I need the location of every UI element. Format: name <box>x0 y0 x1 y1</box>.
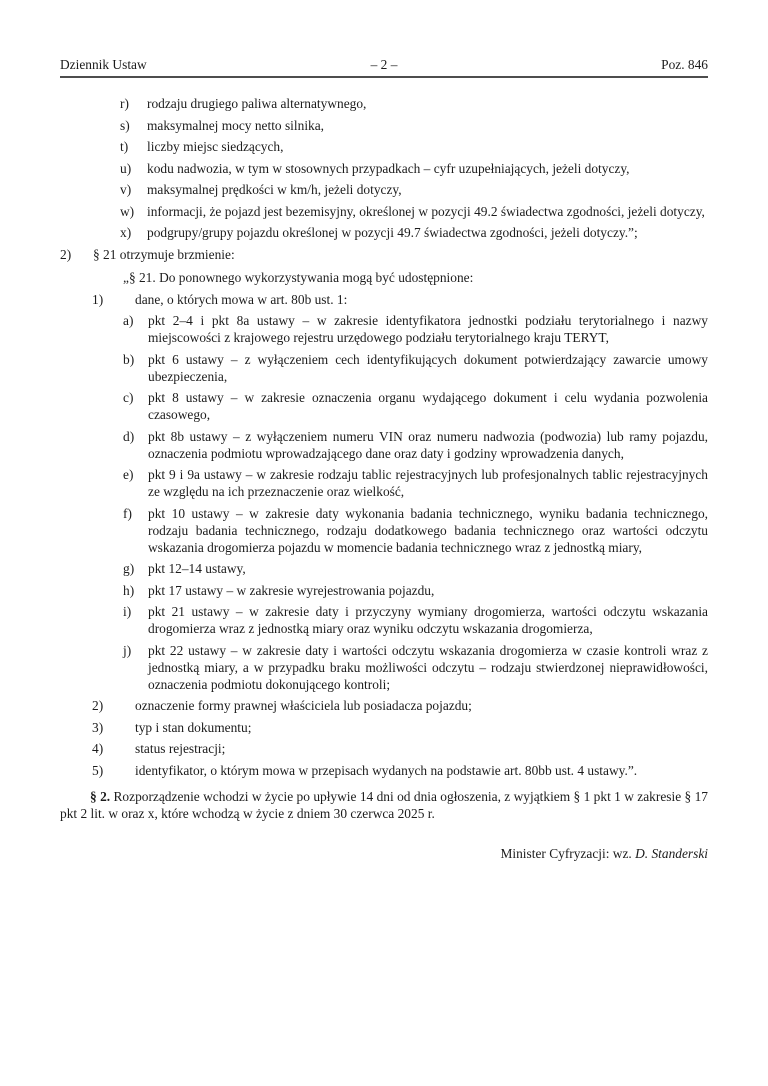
letter-sublist-item <box>123 351 708 385</box>
list-item <box>120 138 708 155</box>
header-journal-title: Dziennik Ustaw <box>60 57 147 72</box>
list-item-text: kodu nadwozia, w tym w stosownych przypadkach – cyfr uzupełniających, jeżeli dotyczy, <box>147 160 630 176</box>
numbered-point <box>60 762 708 779</box>
numbered-point-marker: 5) <box>92 762 104 778</box>
letter-sublist-text: pkt 6 ustawy – z wyłączeniem cech identyfikujących dokument potwierdzający zawarcie umowy ubezpieczenia, <box>148 351 708 384</box>
numbered-point-marker: 2) <box>92 698 104 713</box>
closing-paragraph <box>60 788 708 822</box>
document-body <box>60 95 708 862</box>
list-item-text: maksymalnej mocy netto silnika, <box>147 117 325 133</box>
list-item-marker: w) <box>120 203 135 219</box>
numbered-point <box>60 697 708 714</box>
list-item-text: maksymalnej prędkości w km/h, jeżeli dotyczy, <box>147 182 402 197</box>
numbered-point <box>60 740 708 757</box>
letter-sublist-item <box>123 603 708 637</box>
letter-sublist-marker: i) <box>123 604 132 619</box>
letter-sublist-marker: a) <box>123 313 134 328</box>
closing-paragraph-label: § 2. <box>90 788 111 804</box>
numbered-point-marker: 4) <box>92 741 104 756</box>
list-item <box>120 203 708 220</box>
letter-sublist-text: pkt 8b ustawy – z wyłączeniem numeru VIN oraz numeru nadwozia (podwozia) lub ramy pojazdu, oznaczenia podmiotu wprowadzającego dane oraz daty i godziny wprowadzenia danych, <box>148 428 708 461</box>
list-item <box>120 160 708 177</box>
numbered-point-row <box>92 740 708 757</box>
list-item-text: podgrupy/grupy pojazdu określonej w pozycji 49.7 świadectwa zgodności, jeżeli dotyczy.”; <box>147 225 638 240</box>
list-item-marker: s) <box>120 117 130 133</box>
numbered-point-row <box>92 291 708 308</box>
numbered-point-row <box>92 762 708 779</box>
list-item-text: informacji, że pojazd jest bezemisyjny, określonej w pozycji 49.2 świadectwa zgodności, jeżeli dotyczy, <box>147 203 705 219</box>
signature-name: D. Standerski <box>635 845 708 861</box>
numbered-point-row <box>92 719 708 736</box>
list-item <box>120 181 708 198</box>
list-item-marker: t) <box>120 139 129 154</box>
list-item-text: liczby miejsc siedzących, <box>147 139 284 154</box>
letter-list-top <box>60 95 708 241</box>
letter-sublist-item <box>123 505 708 556</box>
page-header <box>60 56 708 78</box>
letter-sublist-marker: g) <box>123 561 135 576</box>
signature-role: Minister Cyfryzacji: wz. <box>500 845 636 861</box>
numbered-point-text: dane, o których mowa w art. 80b ust. 1: <box>135 291 348 307</box>
closing-paragraph-text: Rozporządzenie wchodzi w życie po upływie 14 dni od dnia ogłoszenia, z wyjątkiem § 1 pkt 1 w zakresie § 17 pkt 2 lit. w oraz x, które wchodzą w życie z dniem 30 czerwca 2025 r. <box>60 788 708 821</box>
letter-sublist-item <box>123 428 708 462</box>
numbered-point-marker: 3) <box>92 719 104 735</box>
numbered-point-list <box>60 291 708 779</box>
numbered-point-text: identyfikator, o którym mowa w przepisach wydanych na podstawie art. 80bb ust. 4 ustawy.”. <box>135 762 638 778</box>
letter-sublist-marker: j) <box>123 642 132 658</box>
letter-sublist-marker: d) <box>123 428 135 444</box>
header-page-number: – 2 – <box>370 57 398 72</box>
letter-sublist-marker: f) <box>123 505 132 521</box>
letter-sublist-item <box>123 642 708 693</box>
letter-sublist-item <box>123 312 708 346</box>
quote-intro: „§ 21. Do ponownego wykorzystywania mogą być udostępnione: <box>123 269 474 285</box>
numbered-point-marker: 1) <box>92 291 104 307</box>
letter-sublist-item <box>123 466 708 500</box>
letter-sublist-text: pkt 2–4 i pkt 8a ustawy – w zakresie identyfikatora jednostki podziału terytorialnego i nazwy miejscowości z krajowego rejestru urzędowego podziału terytorialnego kraju TERYT, <box>148 313 708 345</box>
list-item-marker: v) <box>120 182 132 197</box>
numbered-point-text: typ i stan dokumentu; <box>135 719 252 735</box>
numbered-point-row <box>92 697 708 714</box>
numbered-point-text: status rejestracji; <box>135 741 226 756</box>
signature-line <box>60 845 708 862</box>
list-item-marker: u) <box>120 160 132 176</box>
letter-sublist-text: pkt 17 ustawy – w zakresie wyrejestrowania pojazdu, <box>148 582 435 598</box>
letter-sublist-text: pkt 9 i 9a ustawy – w zakresie rodzaju tablic rejestracyjnych lub profesjonalnych tablic rejestracyjnych ze względu na ich przeznaczenie oraz wielkość, <box>148 467 708 499</box>
letter-sublist-marker: b) <box>123 351 135 367</box>
list-item <box>120 117 708 134</box>
letter-sublist-marker: h) <box>123 582 135 598</box>
list-item-marker: r) <box>120 96 129 111</box>
letter-sublist-item <box>123 582 708 599</box>
amendment-item <box>60 246 708 263</box>
amendment-item-label: § 21 otrzymuje brzmienie: <box>93 246 235 262</box>
letter-sublist-marker: e) <box>123 467 134 482</box>
numbered-point <box>60 291 708 693</box>
letter-sublist-text: pkt 10 ustawy – w zakresie daty wykonania badania technicznego, wyniku badania technicznego, rodzaju badania technicznego, rodzaju dodatkowego badania technicznego oraz wartości odczytu wskazania drogomierza pojazdu w momencie badania technicznego wraz z jednostką miary, <box>148 505 708 555</box>
list-item-text: rodzaju drugiego paliwa alternatywnego, <box>147 96 367 111</box>
numbered-point <box>60 719 708 736</box>
letter-sublist-text: pkt 22 ustawy – w zakresie daty i wartości odczytu wskazania drogomierza w czasie kontroli wraz z jednostką miary, a w przypadku braku możliwości odczytu – rodzaju stwierdzonej nieprawidłowości, oznaczenia podmiotu dokonującego kontroli; <box>148 642 708 692</box>
letter-sublist <box>60 312 708 693</box>
letter-sublist-text: pkt 12–14 ustawy, <box>148 561 246 576</box>
letter-sublist-text: pkt 21 ustawy – w zakresie daty i przyczyny wymiany drogomierza, wartości odczytu wskazania drogomierza wraz z jednostką miary oraz wyniku odczytu wskazania drogomierza, <box>148 604 708 636</box>
letter-sublist-text: pkt 8 ustawy – w zakresie oznaczenia organu wydającego dokument i celu wydania pozwolenia czasowego, <box>148 390 708 422</box>
list-item <box>120 224 708 241</box>
list-item <box>120 95 708 112</box>
letter-sublist-item <box>123 560 708 577</box>
letter-sublist-item <box>123 389 708 423</box>
amendment-item-marker: 2) <box>60 246 72 262</box>
letter-sublist-marker: c) <box>123 390 134 405</box>
numbered-point-text: oznaczenie formy prawnej właściciela lub posiadacza pojazdu; <box>135 698 472 713</box>
header-position-number: Poz. 846 <box>661 57 708 72</box>
list-item-marker: x) <box>120 225 132 240</box>
